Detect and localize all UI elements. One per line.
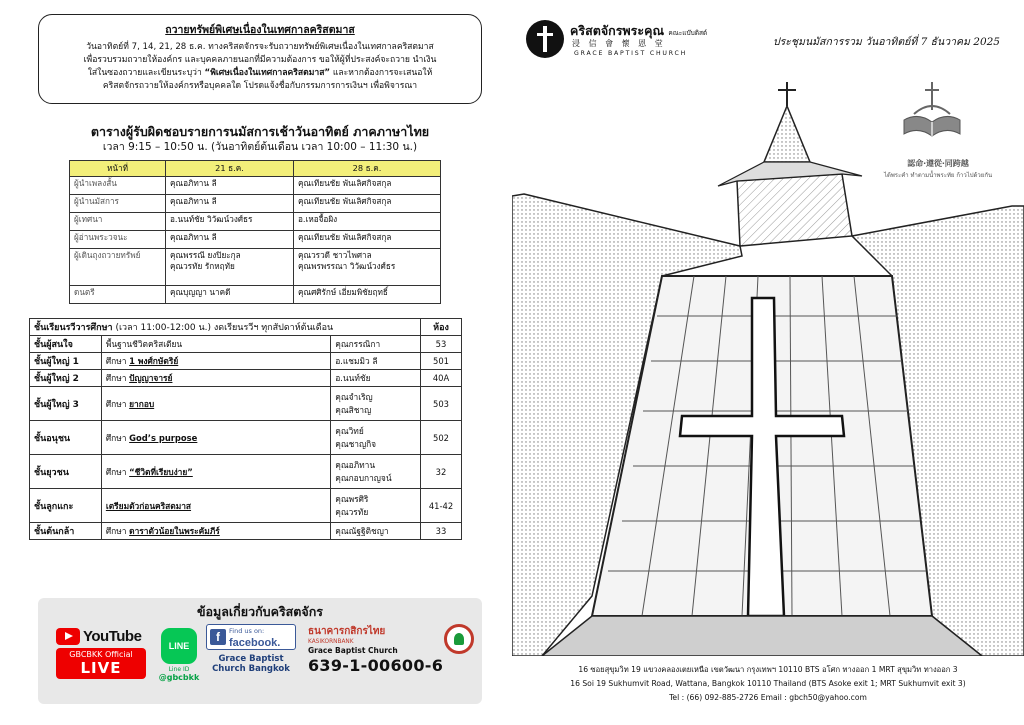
notice-line-2: เพื่อรวบรวมถวายให้องค์กร และบุคคลภายนอกที่มีความต้องการ ขอให้ผู้ที่ประสงค์จะถวาย นำเงิน [83, 55, 437, 65]
line-id-label: Line ID [168, 666, 190, 673]
facebook-find-us: Find us on: [229, 626, 265, 635]
school-teacher [331, 489, 421, 523]
motto-chinese: 認命‧遵從‧同跨越 [907, 159, 969, 168]
school-class: ชั้นผู้ใหญ่ 1 [30, 353, 102, 370]
schedule-cell: อ.นนท์ชัย วิวัฒน์วงศ์ธร [166, 213, 294, 231]
facebook-badge [206, 624, 296, 650]
schedule-subtitle: เวลา 9:15 – 10:50 น. (วันอาทิตย์ต้นเดือน เวลา 10:00 – 11:30 น.) [102, 141, 418, 153]
school-room: 53 [421, 336, 462, 353]
table-row [70, 231, 441, 249]
church-name-chinese: 浸 信 會 懷 恩 堂 [572, 39, 666, 48]
table-row [30, 336, 462, 353]
church-motto-emblem [868, 76, 1008, 179]
school-topic-prefix: ศึกษา [105, 466, 130, 477]
schedule-title: ตารางผู้รับผิดชอบรายการนมัสการเช้าวันอาทิตย์ ภาคภาษาไทย [90, 124, 430, 139]
schedule-role: ผู้เทศนา [70, 213, 166, 231]
line-icon: LINE [161, 628, 197, 664]
notice-body [49, 41, 471, 93]
motto-thai: ได้พระคำ ทำตามน้ำพระทัย ก้าวไปด้วยกัน [883, 172, 993, 179]
school-topic-text: ดาราตัวน้อยในพระคัมภีร์ [129, 526, 220, 536]
school-room: 33 [421, 523, 462, 540]
schedule-person: คุณวรทัย รักหฤทัย [170, 261, 235, 271]
contact-title: ข้อมูลเกี่ยวกับคริสตจักร [196, 604, 324, 619]
school-teacher [331, 455, 421, 489]
facebook-wordmark: facebook. [229, 636, 281, 649]
schedule-cell: คุณเทียนชัย พันเลิศกิจสกุล [294, 177, 441, 195]
school-topic-prefix: ศึกษา [105, 373, 130, 383]
school-topic [101, 387, 330, 421]
schedule-cell [166, 249, 294, 286]
church-denomination: คณะแบ๊บติสต์ [668, 29, 708, 37]
school-topic [101, 421, 330, 455]
youtube-wordmark: YouTube [83, 628, 142, 645]
youtube-channel-name: GBCBKK Official [69, 650, 133, 659]
school-class: ชั้นผู้ใหญ่ 3 [30, 387, 102, 421]
school-topic [101, 353, 330, 370]
christmas-offering-notice [38, 14, 482, 104]
table-row [30, 489, 462, 523]
right-panel [512, 0, 1024, 725]
school-topic-text: ยากอบ [129, 398, 155, 409]
address-thai: 16 ซอยสุขุมวิท 19 แขวงคลองเตยเหนือ เขตวัฒนา กรุงเทพฯ 10110 BTS อโศก ทางออก 1 MRT สุขุมวิท ทางออก 3 [578, 665, 958, 674]
notice-line-4: คริสตจักรถวายให้องค์กรหรือบุคคลใด โปรดแจ้งชื่อกับกรรมการการเงินฯ เพื่อพิจารณา [102, 81, 418, 91]
school-teacher-name: คุณอภิทาน [335, 459, 376, 470]
table-row [70, 249, 441, 286]
schedule-cell: คุณเทียนชัย พันเลิศกิจสกุล [294, 195, 441, 213]
table-row [70, 213, 441, 231]
school-topic [101, 523, 330, 540]
schedule-person: คุณพรรณี ยงปิยะกุล [170, 250, 241, 260]
school-topic-prefix: ศึกษา [105, 526, 130, 536]
notice-line-3-pre: ใส่ในซองถวายและเขียนระบุว่า [87, 68, 202, 78]
school-teacher-name: คุณพรศิริ [335, 493, 369, 504]
school-teacher-name: คุณกอบกาญจน์ [335, 472, 392, 483]
table-row [30, 523, 462, 540]
bank-account-info [308, 624, 474, 694]
schedule-cell: คุณอภิทาน ลี [166, 177, 294, 195]
school-room: 501 [421, 353, 462, 370]
church-name-thai: คริสตจักรพระคุณ [570, 23, 665, 38]
table-row [70, 286, 441, 304]
school-teacher [331, 387, 421, 421]
school-class: ชั้นอนุชน [30, 421, 102, 455]
school-class: ชั้นผู้สนใจ [30, 336, 102, 353]
youtube-logo [56, 628, 146, 645]
notice-line-3-bold: “พิเศษเนื่องในเทศกาลคริสตมาส” [204, 68, 331, 78]
school-topic-text: God’s purpose [129, 432, 198, 443]
school-header-room: ห้อง [421, 319, 462, 336]
school-teacher [331, 421, 421, 455]
church-cross-logo-icon [526, 20, 564, 58]
notice-line-1: วันอาทิตย์ที่ 7, 14, 21, 28 ธ.ค. ทางคริสตจักรจะรับถวายทรัพย์พิเศษเนื่องในเทศกาลคริสตมาส [86, 42, 434, 52]
school-topic-text: เตรียมตัวก่อนคริสตมาส [105, 500, 192, 511]
schedule-cell [294, 249, 441, 286]
schedule-role: ผู้นำเพลงสั้น [70, 177, 166, 195]
church-contact-block [38, 598, 482, 704]
bank-account-number: 639-1-00600-6 [308, 656, 444, 675]
schedule-cell: อ.เหอจื้อผิง [294, 213, 441, 231]
school-header-bold: ชั้นเรียนรวีวารศึกษา [34, 323, 113, 333]
school-room: 41-42 [421, 489, 462, 523]
church-name-english: GRACE BAPTIST CHURCH [574, 50, 688, 57]
school-header-row [30, 319, 462, 336]
schedule-header-role: หน้าที่ [70, 161, 166, 177]
table-row [30, 353, 462, 370]
school-topic [101, 336, 330, 353]
schedule-cell: คุณอภิทาน ลี [166, 195, 294, 213]
sunday-school-table [29, 318, 462, 540]
schedule-person: คุณพรพรรณา วิวัฒน์วงศ์ธร [298, 261, 396, 271]
youtube-channel-link[interactable] [56, 628, 146, 684]
phone-email: Tel : (66) 092-885-2726 Email : gbch50@yahoo.com [669, 693, 867, 702]
school-teacher: คุณณัฐฐิติชญา [331, 523, 421, 540]
school-room: 503 [421, 387, 462, 421]
facebook-page-name-line-2: Church Bangkok [212, 664, 290, 674]
school-teacher: คุณกรรณิกา [331, 336, 421, 353]
school-topic-prefix: ศึกษา [105, 356, 130, 366]
school-topic-text: ปัญญาจารย์ [129, 373, 173, 383]
school-topic-text: 1 พงศ์กษัตริย์ [129, 356, 179, 366]
notice-line-3 [49, 67, 471, 80]
school-room: 502 [421, 421, 462, 455]
kasikorn-bank-icon [444, 624, 474, 654]
facebook-page-name [206, 654, 296, 674]
school-teacher: อ.แชมมิว ลี [331, 353, 421, 370]
school-header-rest: (เวลา 11:00-12:00 น.) งดเรียนรวีฯ ทุกสัปดาห์ต้นเดือน [112, 323, 334, 333]
table-row [70, 177, 441, 195]
schedule-header-date-2: 28 ธ.ค. [294, 161, 441, 177]
school-room: 32 [421, 455, 462, 489]
table-row [30, 421, 462, 455]
notice-line-3-post: และหากต้องการจะเสนอให้ [332, 68, 433, 78]
line-handle: @gbcbkk [158, 673, 200, 682]
school-class: ชั้นลูกแกะ [30, 489, 102, 523]
school-teacher: อ.นนท์ชัย [331, 370, 421, 387]
worship-schedule-table [69, 160, 441, 304]
notice-title: ถวายทรัพย์พิเศษเนื่องในเทศกาลคริสตมาส [165, 24, 355, 36]
schedule-cell: คุณอภิทาน ลี [166, 231, 294, 249]
table-row [30, 370, 462, 387]
table-row [30, 455, 462, 489]
schedule-role: ผู้อ่านพระวจนะ [70, 231, 166, 249]
school-teacher-name: คุณชาญกิจ [335, 438, 377, 449]
school-topic [101, 489, 330, 523]
school-topic [101, 455, 330, 489]
schedule-person: คุณวรวดี ชาวไพศาล [298, 250, 372, 260]
school-topic-prefix: ศึกษา [105, 432, 130, 443]
line-account-link[interactable] [156, 628, 202, 682]
facebook-page-link[interactable] [206, 624, 296, 674]
schedule-role: ดนตรี [70, 286, 166, 304]
school-class: ชั้นยุวชน [30, 455, 102, 489]
youtube-live-badge [56, 648, 146, 679]
school-topic-text: “ชีวิตที่เรียบง่าย” [129, 466, 193, 477]
schedule-role: ผู้เดินถุงถวายทรัพย์ [70, 249, 166, 286]
schedule-role: ผู้นำนมัสการ [70, 195, 166, 213]
table-row [30, 387, 462, 421]
school-teacher-name: คุณวิทย์ [335, 425, 364, 436]
bank-account-name: Grace Baptist Church [308, 646, 398, 655]
youtube-play-icon [56, 628, 80, 645]
school-teacher-name: คุณสิชาญ [335, 404, 372, 415]
school-header-title [30, 319, 421, 336]
school-teacher-name: คุณวรทัย [335, 506, 369, 517]
school-class: ชั้นผู้ใหญ่ 2 [30, 370, 102, 387]
bank-name-english: KASIKORNBANK [308, 639, 354, 645]
church-address-footer [512, 663, 1024, 705]
schedule-cell: คุณเทียนชัย พันเลิศกิจสกุล [294, 231, 441, 249]
bible-cross-emblem-icon [900, 80, 964, 140]
school-class: ชั้นต้นกล้า [30, 523, 102, 540]
school-teacher-name: คุณจำเริญ [335, 391, 373, 402]
service-date: ประชุมนมัสการรวม วันอาทิตย์ที่ 7 ธันวาคม 2025 [772, 36, 1000, 48]
school-topic [101, 370, 330, 387]
youtube-live-label: LIVE [80, 659, 122, 677]
schedule-header-date-1: 21 ธ.ค. [166, 161, 294, 177]
school-topic-prefix: ศึกษา [105, 398, 130, 409]
school-topic-text: พื้นฐานชีวิตคริสเตียน [105, 339, 183, 349]
address-english: 16 Soi 19 Sukhumvit Road, Wattana, Bangkok 10110 Thailand (BTS Asoke exit 1; MRT Sukhumvit exit 3) [570, 679, 966, 688]
facebook-page-name-line-1: Grace Baptist [218, 654, 284, 664]
schedule-header-row [70, 161, 441, 177]
schedule-cell: คุณบุญญา นาคดี [166, 286, 294, 304]
facebook-icon: f [210, 629, 226, 645]
bank-name-thai: ธนาคารกสิกรไทย [308, 626, 386, 637]
table-row [70, 195, 441, 213]
school-room: 40A [421, 370, 462, 387]
facebook-badge-text [229, 627, 280, 648]
schedule-cell: คุณศศิรักษ์ เอี่ยมพิชัยฤทธิ์ [294, 286, 441, 304]
